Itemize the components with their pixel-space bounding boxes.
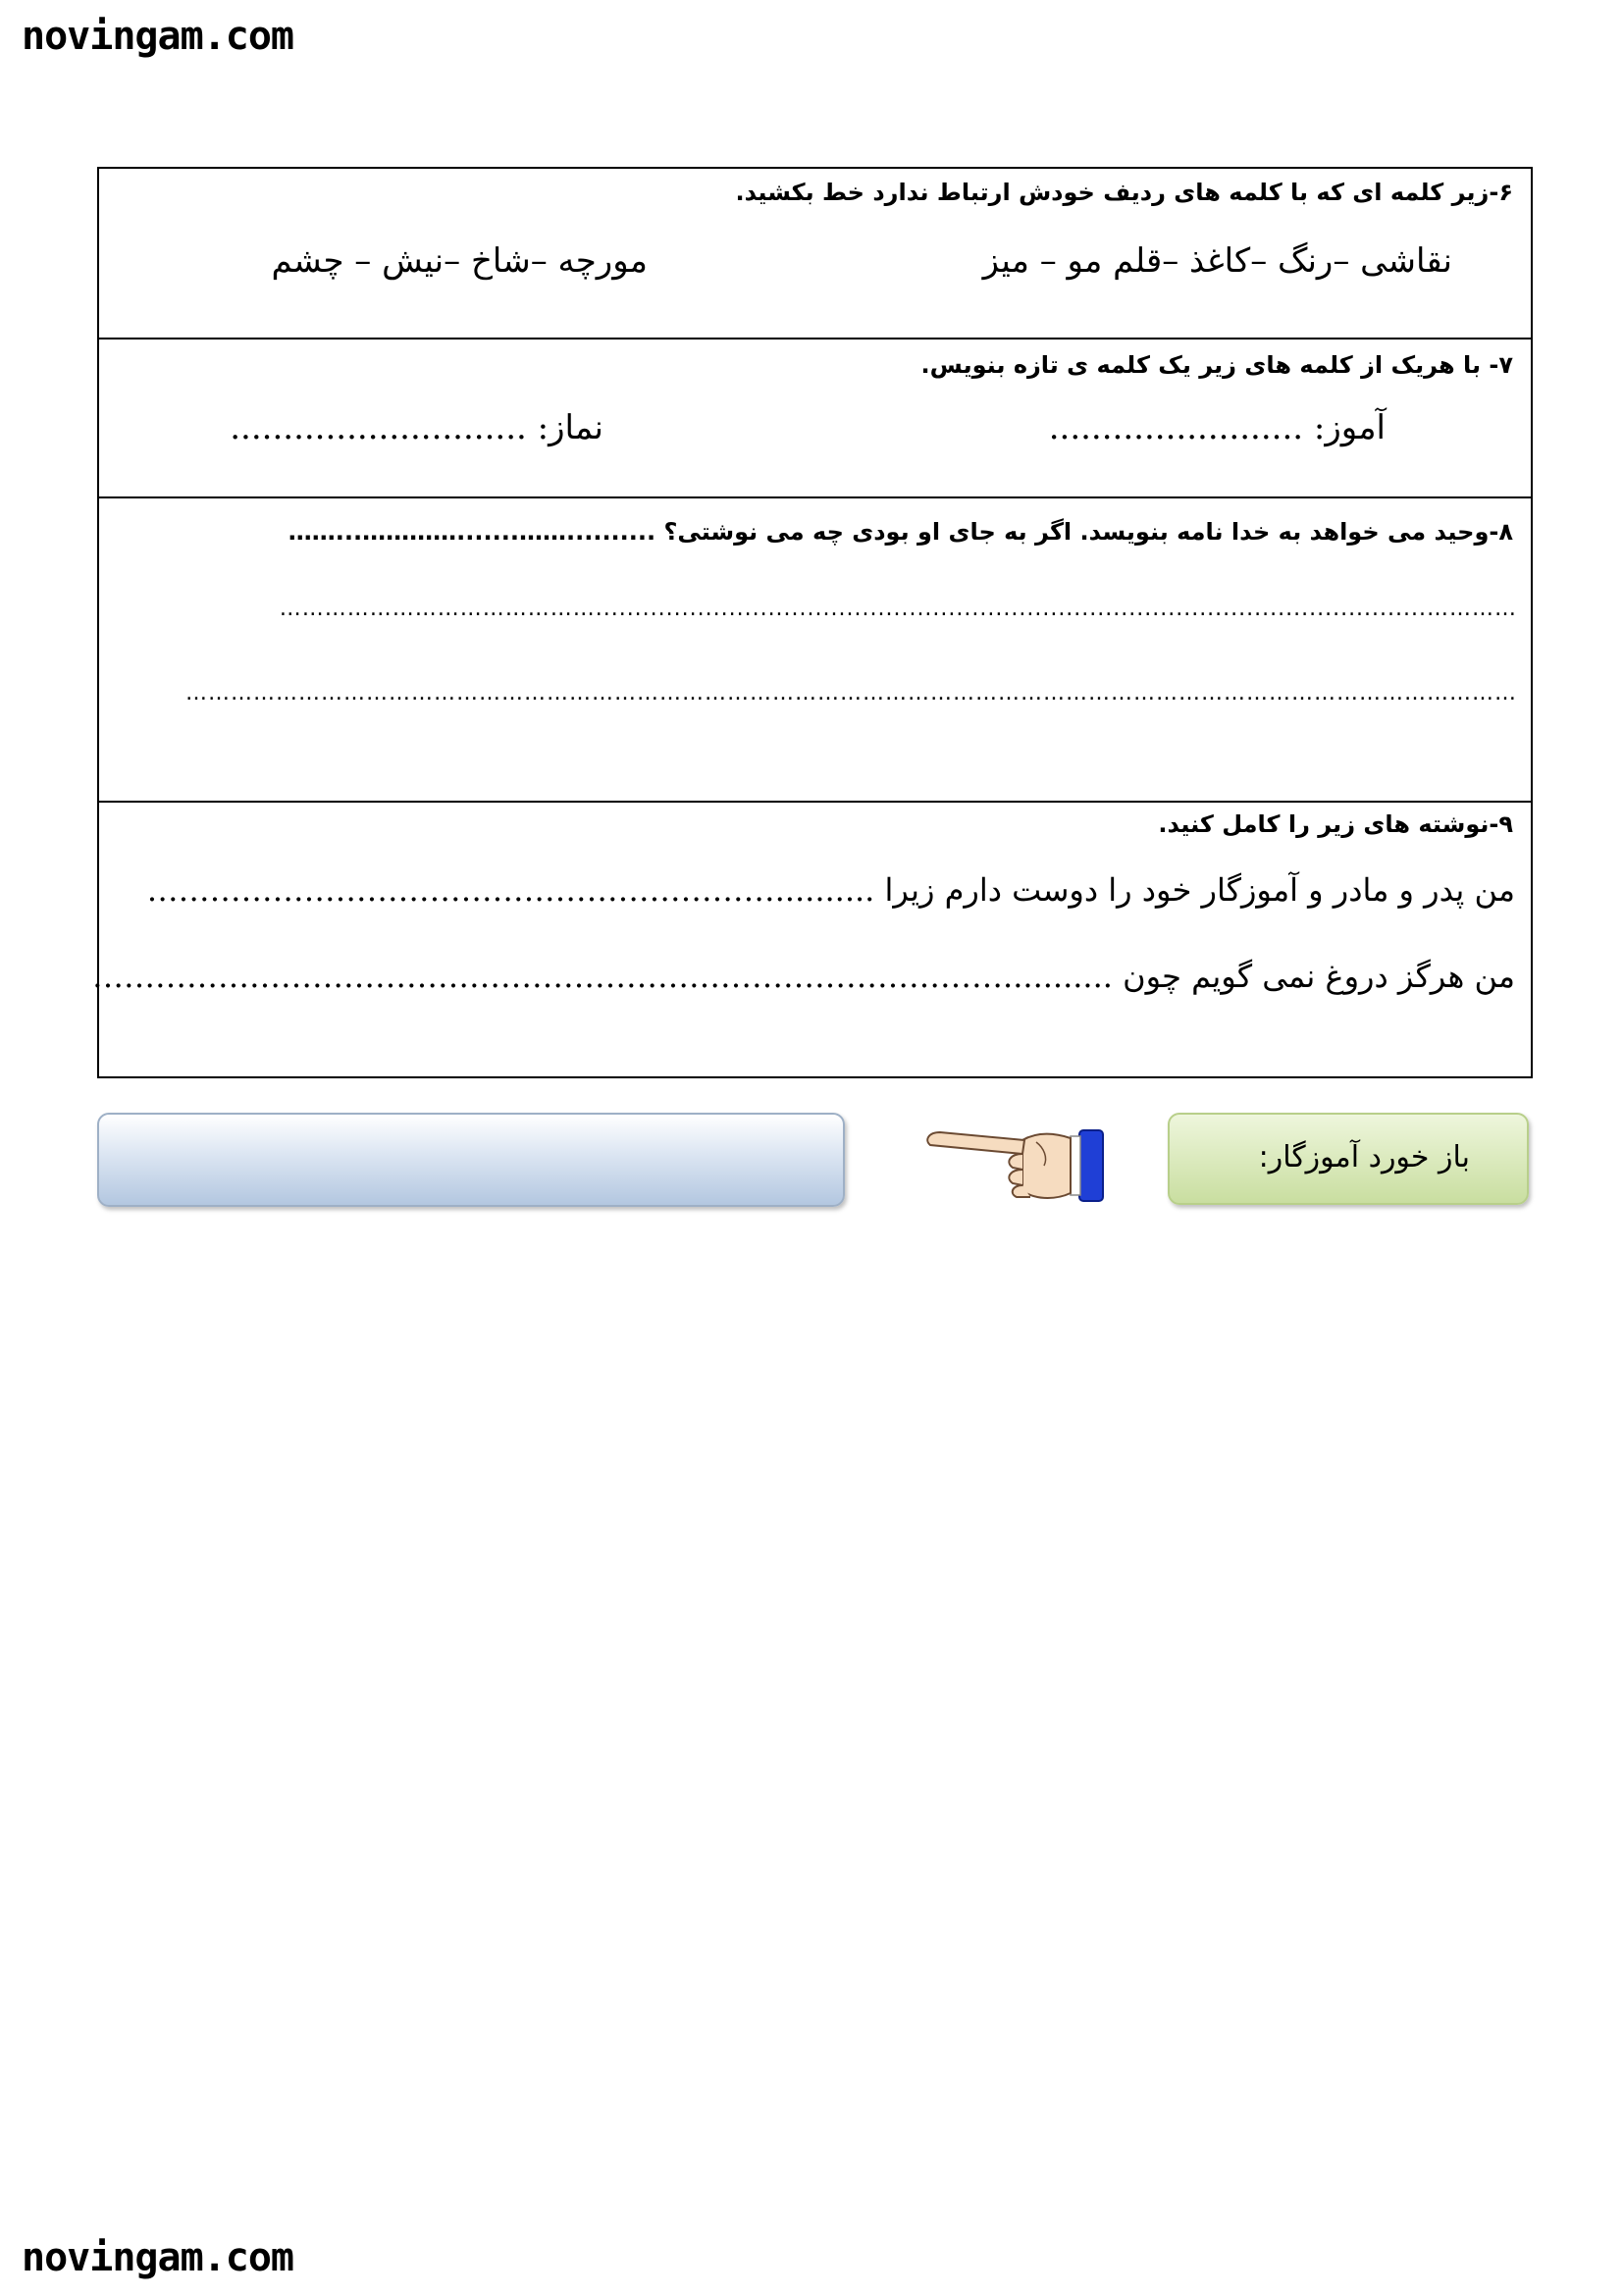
question-9-title: ۹-نوشته های زیر را کامل کنید. bbox=[1158, 810, 1513, 838]
pointing-hand-icon bbox=[920, 1119, 1109, 1212]
answer-line-2: …………………………………………………………………………………………………………………………………………………………… bbox=[185, 681, 1517, 705]
question-7-title: ۷- با هریک از کلمه های زیر یک کلمه ی تازه بنویس. bbox=[920, 351, 1513, 379]
question-6-row-left: مورچه –شاخ –نیش – چشم bbox=[271, 241, 648, 281]
question-8 bbox=[99, 496, 1531, 801]
question-7-word-right: آموز: ........................ bbox=[1048, 408, 1386, 447]
question-7 bbox=[99, 338, 1531, 496]
answer-line-1: …………..........................................................................................................…………………………………… bbox=[279, 597, 1517, 621]
question-6-row-right: نقاشی –رنگ –کاغذ –قلم مو – میز bbox=[982, 241, 1452, 281]
question-7-word-left: نماز: ............................ bbox=[230, 408, 603, 447]
question-6 bbox=[99, 169, 1531, 338]
watermark-bottom: novingam.com bbox=[22, 2235, 293, 2280]
question-6-title: ۶-زیر کلمه ای که با کلمه های ردیف خودش ارتباط ندارد خط بکشید. bbox=[735, 179, 1513, 206]
worksheet-table bbox=[92, 167, 1533, 1078]
watermark-top: novingam.com bbox=[22, 14, 293, 59]
teacher-feedback-label-text: باز خورد آموزگار: bbox=[1258, 1140, 1470, 1174]
question-8-title: ۸-وحید می خواهد به خدا نامه بنویسد. اگر به جای او بودی چه می نوشتی؟ ..........…….......…………...…… bbox=[288, 518, 1513, 546]
question-9 bbox=[92, 801, 1531, 1078]
question-9-sentence-1: من پدر و مادر و آموزگار خود را دوست دارم زیرا ..........…………………………………………………… bbox=[146, 871, 1515, 909]
teacher-feedback-label bbox=[1168, 1113, 1529, 1205]
teacher-feedback-box[interactable] bbox=[97, 1113, 845, 1207]
question-9-sentence-2: من هرگز دروغ نمی گویم چون ...........…………………………………………………………………………… bbox=[92, 958, 1515, 995]
